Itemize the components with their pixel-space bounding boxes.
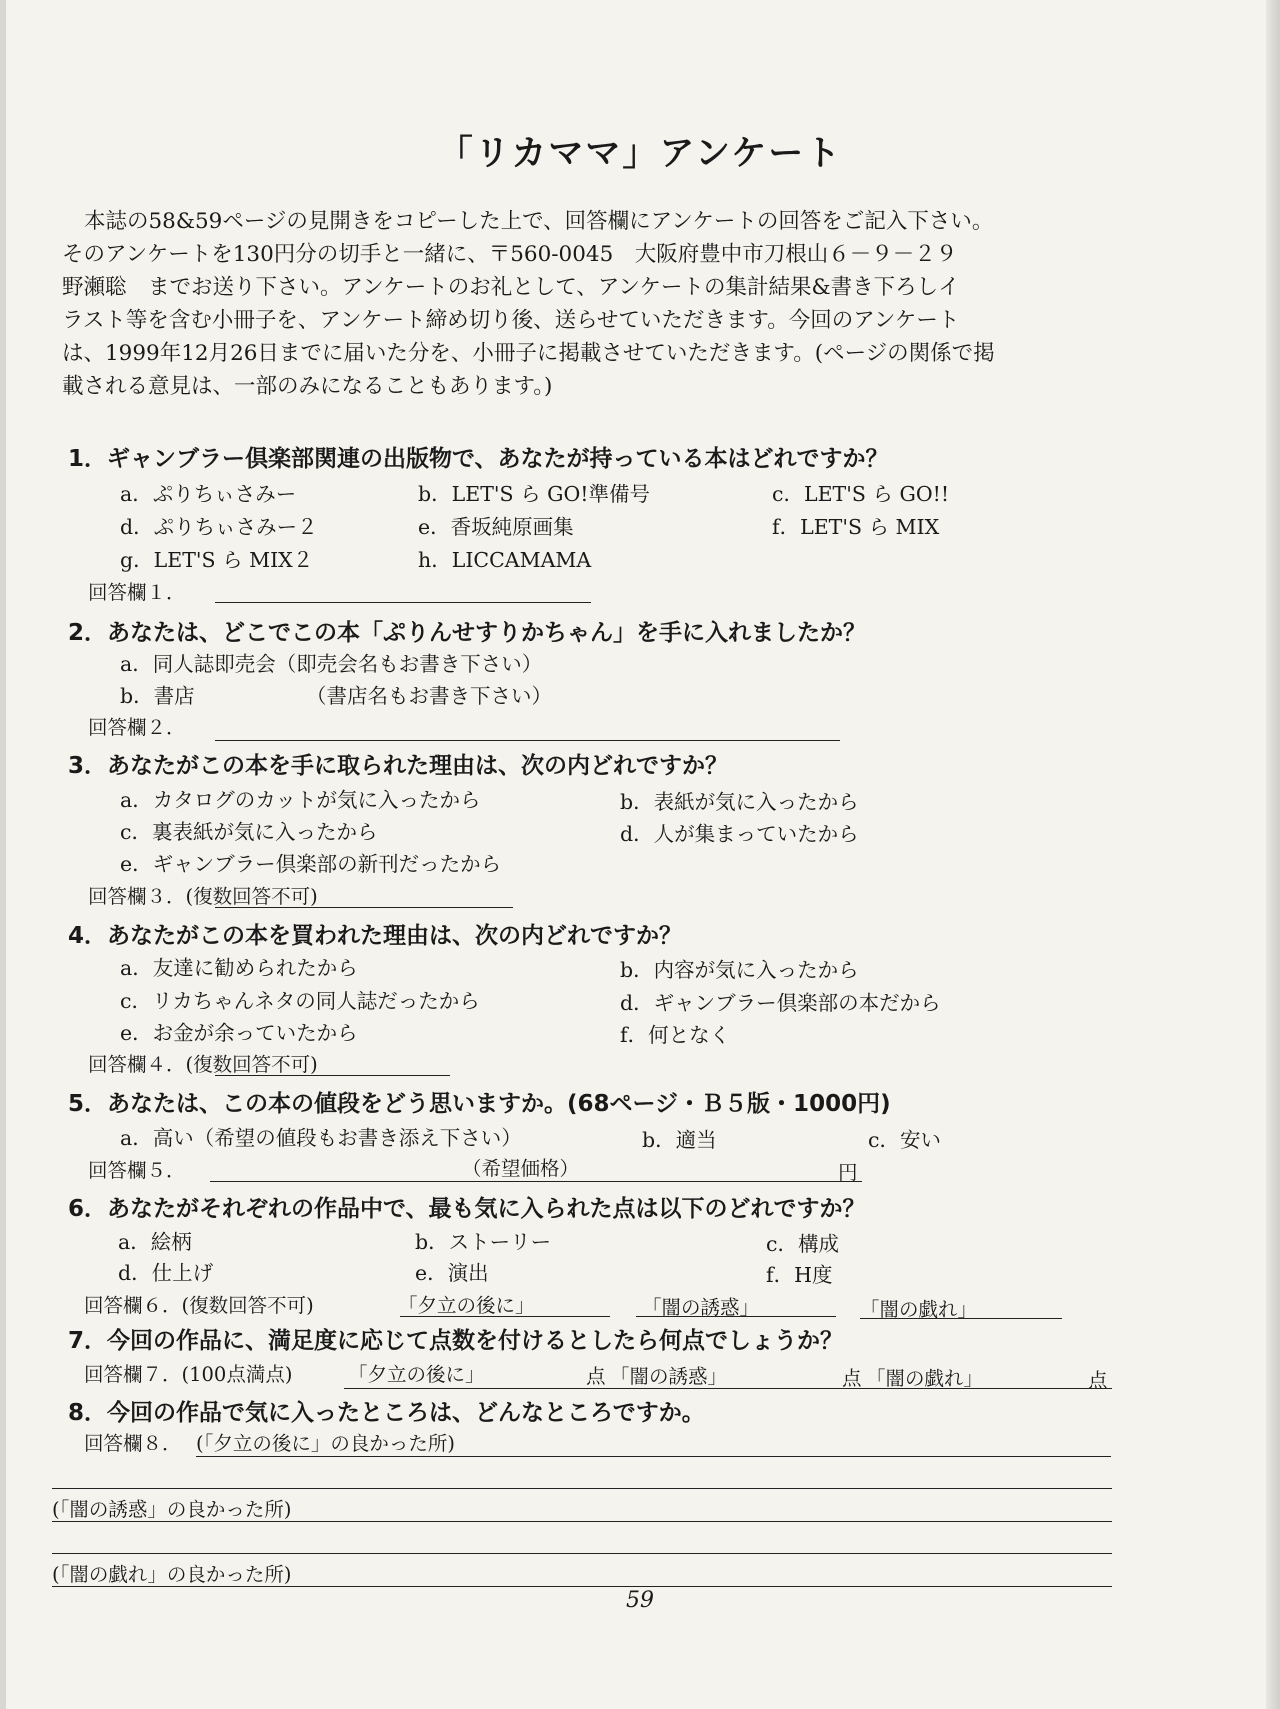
q2-answer-line[interactable] (215, 740, 840, 741)
q2-answer-label: 回答欄２． (88, 716, 186, 739)
question-4: 4．あなたがこの本を買われた理由は、次の内どれですか？ (68, 923, 683, 949)
q6-option-e: e．演出 (415, 1261, 489, 1285)
page-edge-left (0, 0, 6, 1709)
page-edge-right (1266, 0, 1280, 1709)
q3-option-d: d．人が集まっていたから (620, 822, 859, 846)
question-2: 2．あなたは、どこでこの本「ぷりんせすりかちゃん」を手に入れましたか？ (68, 620, 867, 646)
q4-option-f: f．何となく (620, 1023, 731, 1047)
q7-work-2: 「闇の誘惑」 (610, 1365, 728, 1388)
q7-points-2: 点 (842, 1367, 862, 1390)
page-number: 59 (626, 1588, 654, 1613)
q1-option-d: d．ぷりちぃさみー２ (120, 515, 318, 539)
q8-answer-line-3[interactable] (52, 1521, 1112, 1522)
q3-answer-line[interactable] (215, 907, 513, 908)
q6-option-a: a．絵柄 (118, 1230, 192, 1254)
question-1: 1．ギャンブラー倶楽部関連の出版物で、あなたが持っている本はどれですか？ (68, 446, 889, 472)
q5-answer-label: 回答欄５． (88, 1159, 186, 1182)
q1-answer-line[interactable] (215, 602, 591, 603)
q4-option-d: d．ギャンブラー倶楽部の本だから (620, 991, 941, 1015)
q5-answer-line[interactable] (210, 1181, 862, 1182)
q6-work-1: 「夕立の後に」 (398, 1294, 535, 1317)
q1-option-g: g．LET'S ら MIX２ (120, 548, 314, 572)
q8-answer-line-1[interactable] (196, 1456, 1111, 1457)
q3-option-e: e．ギャンブラー倶楽部の新刊だったから (120, 852, 502, 876)
q8-answer-label: 回答欄８． (84, 1432, 182, 1455)
question-5: 5．あなたは、この本の値段をどう思いますか。(68ページ・Ｂ５版・1000円) (68, 1091, 891, 1117)
q4-option-a: a．友達に勧められたから (120, 956, 358, 980)
intro-line: 本誌の58&59ページの見開きをコピーした上で、回答欄にアンケートの回答をご記入下さい。 (84, 209, 994, 234)
q8-work-3-label: (「闇の戯れ」の良かった所) (52, 1563, 292, 1586)
q3-option-c: c．裏表紙が気に入ったから (120, 820, 378, 844)
q7-answer-line[interactable] (344, 1388, 1112, 1389)
q6-work-3: 「闇の戯れ」 (860, 1298, 978, 1321)
q1-option-h: h．LICCAMAMA (418, 548, 592, 572)
q5-option-c: c．安い (868, 1128, 941, 1152)
q1-option-a: a．ぷりちぃさみー (120, 482, 297, 506)
q1-answer-label: 回答欄１． (88, 581, 186, 604)
q2-option-b: b．書店 (120, 684, 195, 708)
intro-line: ラスト等を含む小冊子を、アンケート締め切り後、送らせていただきます。今回のアンケート (62, 308, 960, 333)
q6-option-b: b．ストーリー (415, 1230, 552, 1254)
q1-option-c: c．LET'S ら GO!! (772, 482, 950, 506)
q2-option-a: a．同人誌即売会（即売会名もお書き下さい） (120, 652, 543, 676)
q7-answer-label: 回答欄７．(100点満点) (84, 1363, 293, 1386)
q6-answer-line-2[interactable] (636, 1316, 836, 1317)
q8-answer-line-4[interactable] (52, 1553, 1112, 1554)
q4-option-c: c．リカちゃんネタの同人誌だったから (120, 989, 480, 1013)
q5-option-b: b．適当 (642, 1128, 717, 1152)
q8-work-2-label: (「闇の誘惑」の良かった所) (52, 1498, 292, 1521)
q1-option-b: b．LET'S ら GO!準備号 (418, 482, 651, 506)
question-6: 6．あなたがそれぞれの作品中で、最も気に入られた点は以下のどれですか？ (68, 1196, 866, 1222)
q6-option-f: f．H度 (766, 1263, 833, 1287)
q3-option-a: a．カタログのカットが気に入ったから (120, 788, 481, 812)
q6-option-c: c．構成 (766, 1232, 839, 1256)
question-8: 8．今回の作品で気に入ったところは、どんなところですか。 (68, 1400, 705, 1426)
q4-option-b: b．内容が気に入ったから (620, 958, 859, 982)
q8-answer-line-2[interactable] (52, 1488, 1112, 1489)
q6-work-2: 「闇の誘惑」 (642, 1296, 760, 1319)
q1-option-f: f．LET'S ら MIX (772, 515, 940, 539)
q3-answer-label: 回答欄３．(復数回答不可) (88, 885, 318, 908)
intro-line: 載される意見は、一部のみになることもあります。) (62, 374, 553, 399)
intro-line: 野瀬聡 までお送り下さい。アンケートのお礼として、アンケートの集計結果&書き下ろしイ (62, 275, 960, 300)
question-3: 3．あなたがこの本を手に取られた理由は、次の内どれですか？ (68, 753, 729, 779)
q6-answer-label: 回答欄６．(復数回答不可) (84, 1294, 314, 1317)
q6-answer-line-1[interactable] (400, 1316, 610, 1317)
q6-answer-line-3[interactable] (860, 1318, 1062, 1319)
question-7: 7．今回の作品に、満足度に応じて点数を付けるとしたら何点でしょうか？ (68, 1328, 844, 1354)
q7-work-1: 「夕立の後に」 (348, 1363, 485, 1386)
intro-line: そのアンケートを130円分の切手と一緒に、〒560-0045 大阪府豊中市刀根山６－９－２９ (62, 242, 958, 267)
q5-option-a: a．高い（希望の値段もお書き添え下さい） (120, 1126, 522, 1150)
q7-work-3: 「闇の戯れ」 (866, 1367, 984, 1390)
q2-option-b-note: （書店名もお書き下さい） (306, 684, 552, 708)
q5-hope-price-label: （希望価格） (462, 1157, 580, 1180)
q7-points-1: 点 (586, 1365, 606, 1388)
q5-yen-label: 円 (838, 1161, 858, 1184)
q4-option-e: e．お金が余っていたから (120, 1021, 358, 1045)
intro-line: は、1999年12月26日までに届いた分を、小冊子に掲載させていただきます。(ページの関係で掲 (62, 341, 995, 366)
intro-paragraph (62, 205, 1122, 403)
q4-answer-label: 回答欄４．(復数回答不可) (88, 1053, 318, 1076)
q4-answer-line[interactable] (215, 1075, 450, 1076)
q6-option-d: d．仕上げ (118, 1261, 214, 1285)
q7-points-3: 点 (1088, 1369, 1108, 1392)
q8-work-1-label: (「夕立の後に」の良かった所) (196, 1432, 455, 1455)
survey-title: 「リカママ」アンケート (437, 134, 843, 174)
q8-answer-line-5[interactable] (52, 1586, 1112, 1587)
q1-option-e: e．香坂純原画集 (418, 515, 574, 539)
q3-option-b: b．表紙が気に入ったから (620, 790, 859, 814)
